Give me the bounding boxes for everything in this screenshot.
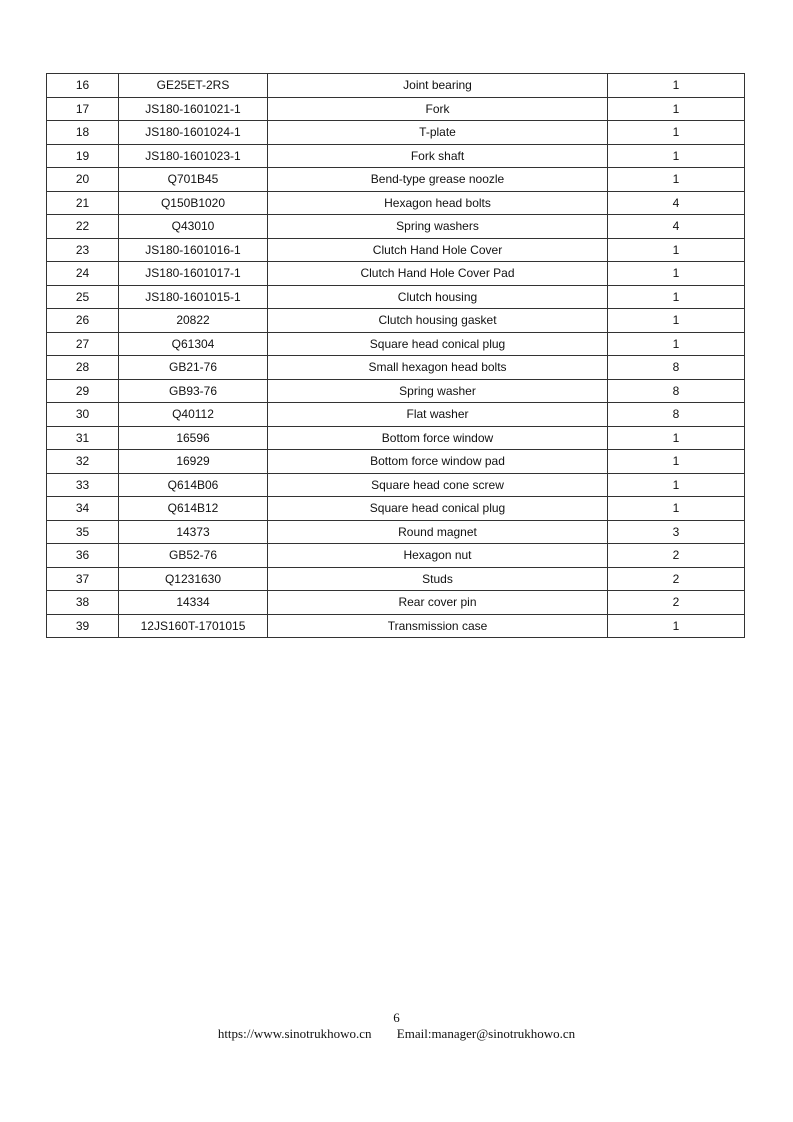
part-name-cell: Small hexagon head bolts [268,356,608,380]
part-code-cell: 20822 [119,309,268,333]
part-name-cell: Clutch Hand Hole Cover [268,238,608,262]
part-number-cell: 38 [47,591,119,615]
part-name-cell: T-plate [268,121,608,145]
part-code-cell: Q61304 [119,332,268,356]
part-name-cell: Square head cone screw [268,473,608,497]
table-row [47,520,745,544]
part-name-cell: Transmission case [268,614,608,638]
part-code-cell: JS180-1601024-1 [119,121,268,145]
part-quantity-cell: 1 [608,309,745,333]
part-name-cell: Square head conical plug [268,497,608,521]
part-code-cell: Q1231630 [119,567,268,591]
part-number-cell: 37 [47,567,119,591]
part-name-cell: Square head conical plug [268,332,608,356]
part-quantity-cell: 2 [608,567,745,591]
table-row [47,450,745,474]
part-number-cell: 34 [47,497,119,521]
table-row [47,285,745,309]
part-number-cell: 19 [47,144,119,168]
footer-contact-line [0,1026,793,1042]
footer-website-link[interactable]: https://www.sinotrukhowo.cn [217,1026,372,1041]
part-number-cell: 32 [47,450,119,474]
part-code-cell: Q701B45 [119,168,268,192]
part-code-cell: Q150B1020 [119,191,268,215]
table-row [47,191,745,215]
part-name-cell: Bottom force window pad [268,450,608,474]
part-number-cell: 33 [47,473,119,497]
part-code-cell: Q40112 [119,403,268,427]
part-number-cell: 27 [47,332,119,356]
part-number-cell: 30 [47,403,119,427]
parts-table [46,73,745,638]
part-code-cell: Q614B12 [119,497,268,521]
part-number-cell: 20 [47,168,119,192]
part-quantity-cell: 8 [608,403,745,427]
part-number-cell: 35 [47,520,119,544]
part-quantity-cell: 1 [608,168,745,192]
part-quantity-cell: 1 [608,262,745,286]
table-row [47,262,745,286]
part-name-cell: Bottom force window [268,426,608,450]
part-quantity-cell: 1 [608,97,745,121]
part-number-cell: 18 [47,121,119,145]
part-number-cell: 23 [47,238,119,262]
part-code-cell: 14373 [119,520,268,544]
part-number-cell: 36 [47,544,119,568]
part-quantity-cell: 1 [608,144,745,168]
part-name-cell: Fork [268,97,608,121]
table-row [47,379,745,403]
page-number: 6 [393,1010,400,1025]
parts-table-body [47,74,745,638]
table-row [47,403,745,427]
part-name-cell: Round magnet [268,520,608,544]
part-code-cell: 14334 [119,591,268,615]
part-quantity-cell: 1 [608,497,745,521]
part-name-cell: Clutch Hand Hole Cover Pad [268,262,608,286]
part-name-cell: Clutch housing [268,285,608,309]
part-quantity-cell: 4 [608,191,745,215]
part-quantity-cell: 8 [608,379,745,403]
table-row [47,97,745,121]
part-code-cell: JS180-1601023-1 [119,144,268,168]
part-name-cell: Spring washers [268,215,608,239]
part-name-cell: Rear cover pin [268,591,608,615]
table-row [47,309,745,333]
part-name-cell: Studs [268,567,608,591]
part-number-cell: 24 [47,262,119,286]
part-number-cell: 28 [47,356,119,380]
part-number-cell: 21 [47,191,119,215]
part-name-cell: Flat washer [268,403,608,427]
part-number-cell: 29 [47,379,119,403]
part-quantity-cell: 1 [608,121,745,145]
footer-email-link[interactable]: Email:manager@sinotrukhowo.cn [396,1026,576,1041]
table-row [47,356,745,380]
part-quantity-cell: 1 [608,614,745,638]
part-name-cell: Fork shaft [268,144,608,168]
part-number-cell: 17 [47,97,119,121]
part-quantity-cell: 4 [608,215,745,239]
part-name-cell: Bend-type grease noozle [268,168,608,192]
part-code-cell: 16929 [119,450,268,474]
part-code-cell: 16596 [119,426,268,450]
part-name-cell: Spring washer [268,379,608,403]
part-quantity-cell: 1 [608,285,745,309]
part-quantity-cell: 1 [608,426,745,450]
table-row [47,614,745,638]
part-number-cell: 16 [47,74,119,98]
table-row [47,567,745,591]
part-code-cell: JS180-1601016-1 [119,238,268,262]
table-row [47,215,745,239]
part-code-cell: JS180-1601015-1 [119,285,268,309]
table-row [47,544,745,568]
part-code-cell: 12JS160T-1701015 [119,614,268,638]
part-number-cell: 22 [47,215,119,239]
part-quantity-cell: 8 [608,356,745,380]
part-quantity-cell: 1 [608,450,745,474]
table-row [47,121,745,145]
part-code-cell: GB21-76 [119,356,268,380]
table-row [47,591,745,615]
part-name-cell: Hexagon head bolts [268,191,608,215]
part-number-cell: 31 [47,426,119,450]
part-number-cell: 39 [47,614,119,638]
part-code-cell: GB93-76 [119,379,268,403]
part-quantity-cell: 2 [608,591,745,615]
part-code-cell: GE25ET-2RS [119,74,268,98]
part-quantity-cell: 1 [608,332,745,356]
table-row [47,497,745,521]
table-row [47,168,745,192]
part-code-cell: Q614B06 [119,473,268,497]
part-code-cell: JS180-1601021-1 [119,97,268,121]
part-number-cell: 25 [47,285,119,309]
part-quantity-cell: 1 [608,74,745,98]
part-number-cell: 26 [47,309,119,333]
table-row [47,426,745,450]
part-quantity-cell: 2 [608,544,745,568]
part-quantity-cell: 1 [608,238,745,262]
table-row [47,74,745,98]
part-quantity-cell: 3 [608,520,745,544]
table-row [47,473,745,497]
part-code-cell: GB52-76 [119,544,268,568]
part-name-cell: Joint bearing [268,74,608,98]
part-name-cell: Hexagon nut [268,544,608,568]
part-quantity-cell: 1 [608,473,745,497]
table-row [47,238,745,262]
part-code-cell: JS180-1601017-1 [119,262,268,286]
part-code-cell: Q43010 [119,215,268,239]
table-row [47,332,745,356]
table-row [47,144,745,168]
page-footer [0,1010,793,1042]
part-name-cell: Clutch housing gasket [268,309,608,333]
